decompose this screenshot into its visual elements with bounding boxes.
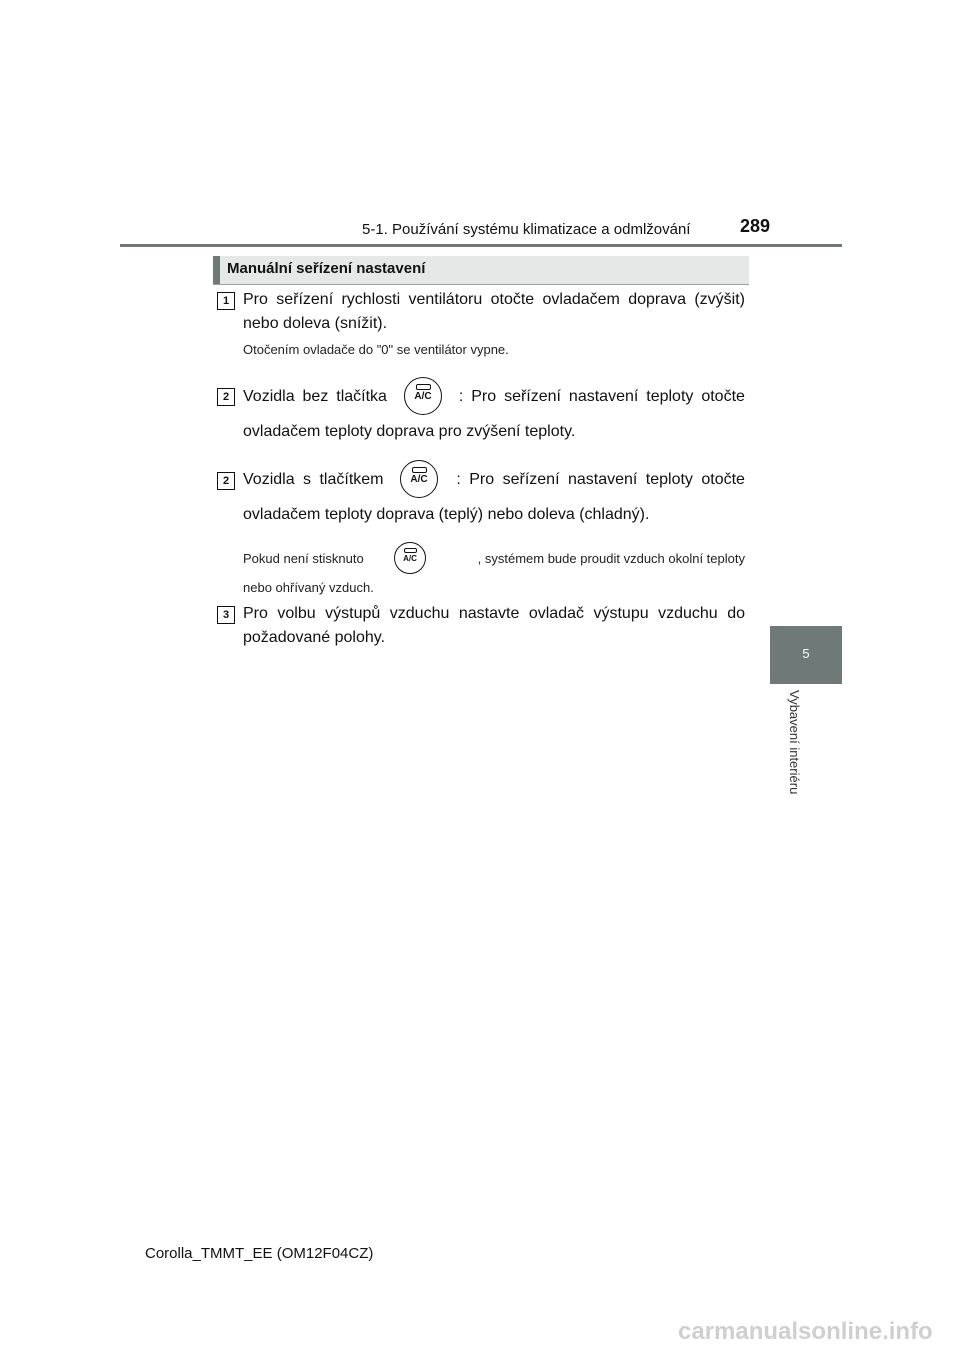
section-heading <box>213 256 749 284</box>
word: : <box>456 471 461 488</box>
note-text: Pokud není stisknuto <box>243 551 364 566</box>
word: s <box>303 471 312 488</box>
ac-button-icon <box>394 542 426 574</box>
word: otočte <box>701 471 745 488</box>
step-number-badge: 2 <box>217 388 235 406</box>
footer-model-code: Corolla_TMMT_EE (OM12F04CZ) <box>145 1245 374 1262</box>
chapter-header-title: 5-1. Používání systému klimatizace a odmlžování <box>362 221 691 238</box>
ac-button-icon-label: A/C <box>403 554 417 563</box>
word: seřízení <box>502 471 560 488</box>
step-number-badge: 2 <box>217 472 235 490</box>
step-text-line <box>243 386 745 408</box>
step-text-line <box>243 469 745 491</box>
step-note-line <box>243 550 745 568</box>
word: tlačítkem <box>319 471 384 488</box>
section-heading-accent <box>213 256 220 284</box>
word: nastavení <box>567 471 638 488</box>
ac-button-icon-label: A/C <box>410 474 428 485</box>
step-text-line: ovladačem teploty doprava pro zvýšení teploty. <box>243 423 576 440</box>
ac-indicator-led <box>416 384 431 390</box>
word: Vozidla <box>243 471 295 488</box>
note-text: , systémem bude proudit vzduch okolní teploty <box>477 551 745 566</box>
word: tlačítka <box>336 388 387 405</box>
word: teploty <box>646 388 694 405</box>
word: Pro <box>471 388 497 405</box>
word: nastavení <box>568 388 639 405</box>
word: Pro <box>469 471 495 488</box>
chapter-tab-label: Vybavení interiéru <box>787 690 802 795</box>
ac-button-icon-label: A/C <box>414 391 432 402</box>
watermark: carmanualsonline.info <box>678 1318 933 1345</box>
step-note: Otočením ovladače do "0" se ventilátor vypne. <box>243 342 509 357</box>
section-underline <box>213 284 749 285</box>
chapter-tab-number: 5 <box>802 646 810 661</box>
ac-button-icon <box>400 460 438 498</box>
header-divider <box>120 244 842 247</box>
word: otočte <box>701 388 745 405</box>
section-title: Manuální seřízení nastavení <box>227 260 426 277</box>
step-note-line: nebo ohřívaný vzduch. <box>243 580 374 595</box>
word: Vozidla <box>243 388 295 405</box>
ac-button-icon <box>404 377 442 415</box>
step-text-line: ovladačem teploty doprava (teplý) nebo doleva (chladný). <box>243 506 650 523</box>
ac-indicator-led <box>404 548 417 553</box>
word: : <box>458 388 464 405</box>
step-text: Pro seřízení rychlosti ventilátoru otočte ovladačem doprava (zvýšit) nebo doleva (snížit). <box>243 291 745 332</box>
chapter-tab <box>770 626 842 684</box>
step-number-badge: 1 <box>217 292 235 310</box>
word: teploty <box>645 471 693 488</box>
step-number-badge: 3 <box>217 606 235 624</box>
word: bez <box>302 388 329 405</box>
word: seřízení <box>504 388 561 405</box>
ac-indicator-led <box>412 467 427 473</box>
page-number: 289 <box>740 216 771 236</box>
step-text: Pro volbu výstupů vzduchu nastavte ovladač výstupu vzduchu do požadované polohy. <box>243 605 745 646</box>
